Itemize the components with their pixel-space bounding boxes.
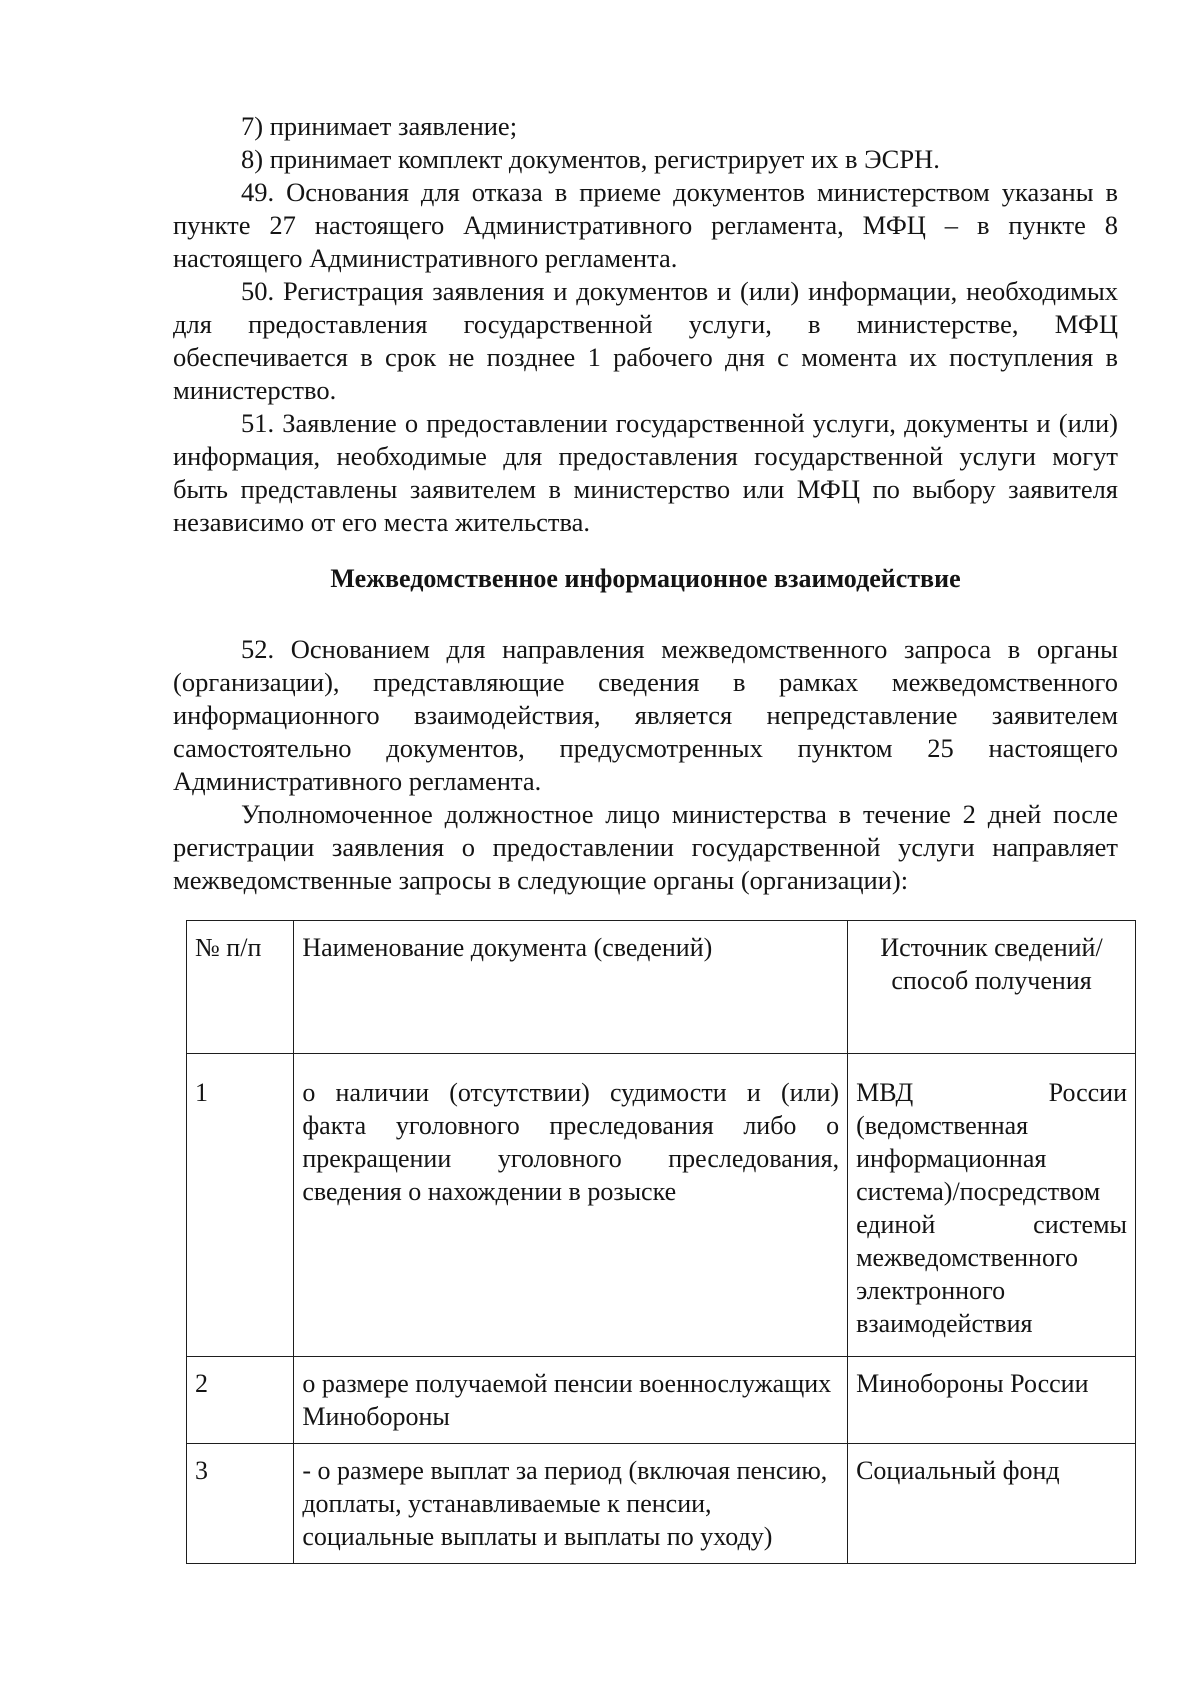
header-source: Источник сведений/способ получения — [848, 921, 1136, 1054]
table-row — [187, 1054, 1136, 1357]
table-header-row — [187, 921, 1136, 1054]
paragraph-50: 50. Регистрация заявления и документов и (или) информации, необходимых для предоставления государственной услуги, в министерстве, МФЦ обеспечивается в срок не позднее 1 рабочего дня с момента их поступления в министерство. — [173, 276, 1118, 405]
table-row — [187, 1357, 1136, 1444]
paragraph-official: Уполномоченное должностное лицо министерства в течение 2 дней после регистрации заявления о предоставлении государственной услуги направляет межведомственные запросы в следующие органы (организации): — [173, 799, 1118, 895]
row-2-num: 2 — [187, 1357, 294, 1444]
paragraph-item-7: 7) принимает заявление; — [241, 111, 518, 141]
row-2-source: Минобороны России — [848, 1357, 1136, 1444]
interagency-requests-table — [186, 920, 1136, 1564]
paragraph-49: 49. Основания для отказа в приеме документов министерством указаны в пункте 27 настоящего Административного регламента, МФЦ – в пункте 8 настоящего Административного регламента. — [173, 177, 1118, 273]
section-heading: Межведомственное информационное взаимодействие — [330, 564, 961, 593]
header-name: Наименование документа (сведений) — [294, 921, 848, 1054]
table-row — [187, 1444, 1136, 1564]
row-3-name: - о размере выплат за период (включая пенсию, доплаты, устанавливаемые к пенсии, социальные выплаты и выплаты по уходу) — [294, 1444, 848, 1564]
row-1-name: о наличии (отсутствии) судимости и (или) факта уголовного преследования либо о прекращении уголовного преследования, сведения о нахождении в розыске — [294, 1054, 848, 1357]
header-num: № п/п — [187, 921, 294, 1054]
paragraph-51: 51. Заявление о предоставлении государственной услуги, документы и (или) информация, необходимые для предоставления государственной услуги могут быть представлены заявителем в министерство или МФЦ по выбору заявителя независимо от его места жительства. — [173, 408, 1118, 537]
row-1-num: 1 — [187, 1054, 294, 1357]
paragraph-52: 52. Основанием для направления межведомственного запроса в органы (организации), представляющие сведения в рамках межведомственного информационного взаимодействия, является непредставление заявителем самостоятельно документов, предусмотренных пунктом 25 настоящего Административного регламента. — [173, 634, 1118, 796]
paragraph-item-8: 8) принимает комплект документов, регистрирует их в ЭСРН. — [241, 144, 940, 174]
row-2-name: о размере получаемой пенсии военнослужащих Минобороны — [294, 1357, 848, 1444]
row-3-source: Социальный фонд — [848, 1444, 1136, 1564]
row-1-source: МВД России (ведомственная информационная система)/посредством единой системы межведомственного электронного взаимодействия — [848, 1054, 1136, 1357]
row-3-num: 3 — [187, 1444, 294, 1564]
